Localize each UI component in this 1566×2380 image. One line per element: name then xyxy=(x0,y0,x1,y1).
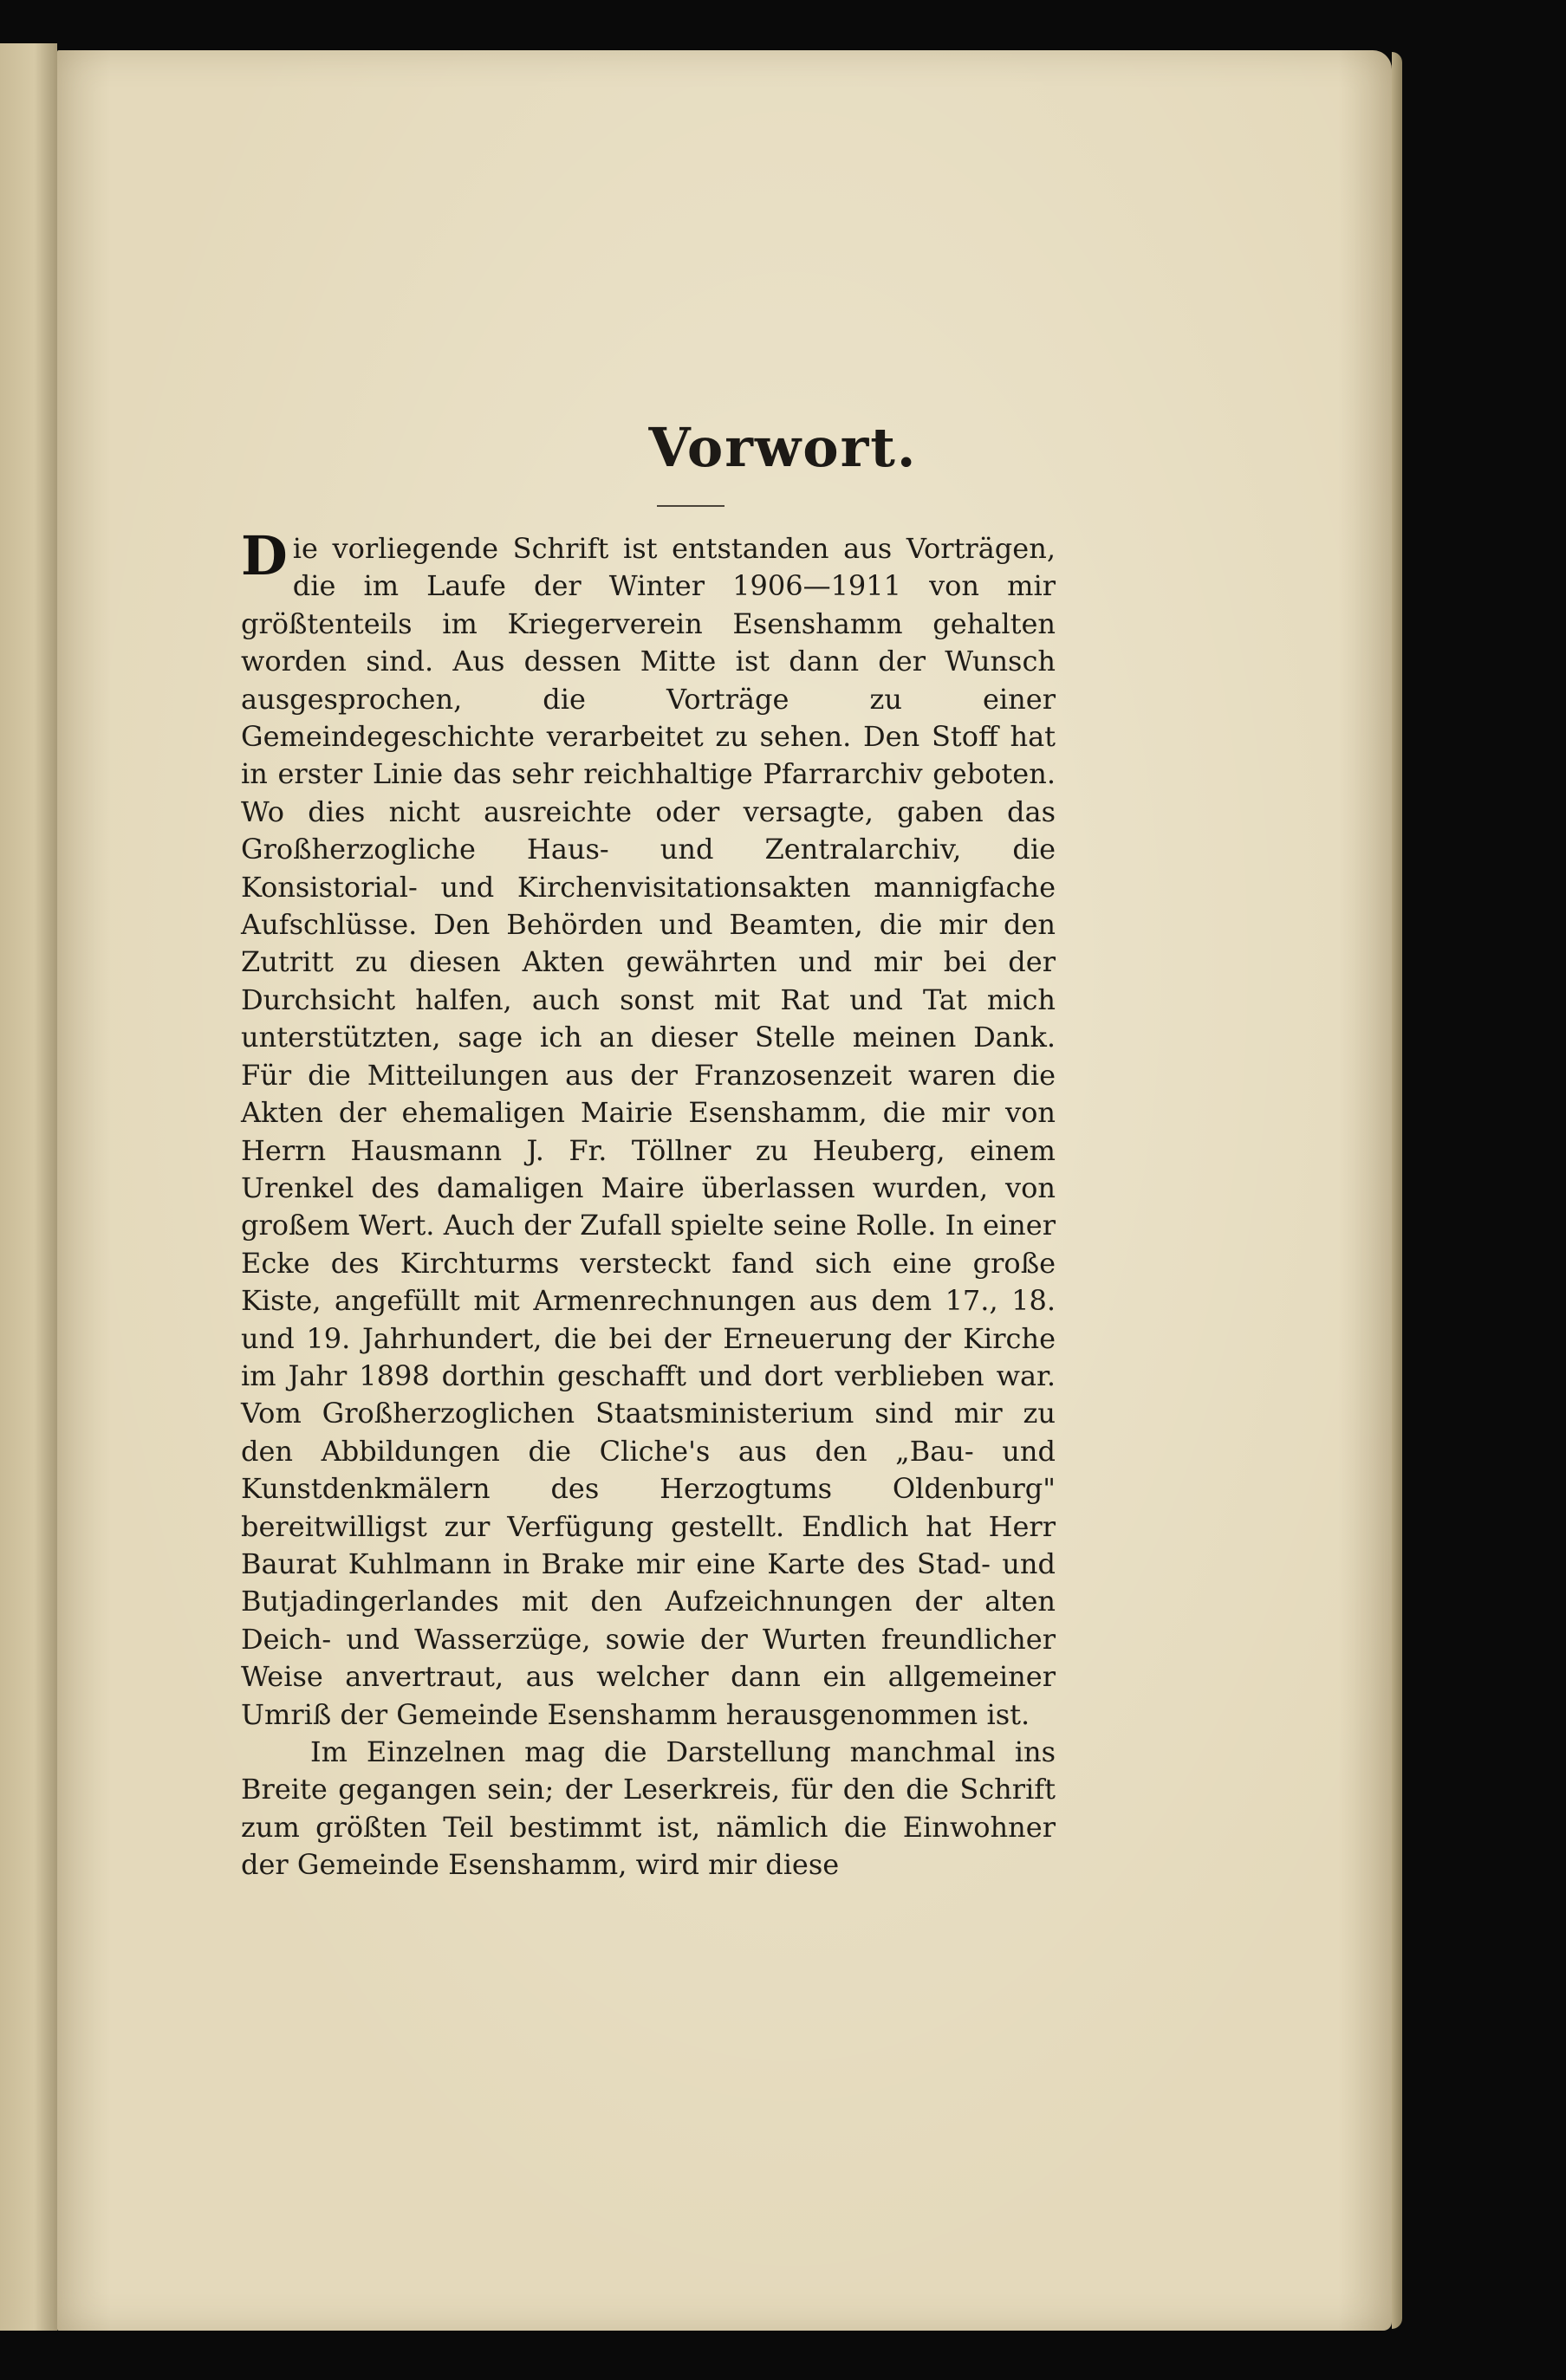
paragraph xyxy=(241,524,1056,1734)
paragraph xyxy=(241,1734,1056,1884)
page-title: Vorwort. xyxy=(648,416,918,479)
paragraph-text: ie vorliegende Schrift ist entstanden aus Vorträgen, die im Laufe der Winter 1906—1911 von mir größtenteils im Kriegerverein Esenshamm gehalten worden sind. Aus dessen Mitte ist dann der Wunsch ausgesprochen, die Vorträge zu einer Gemeindegeschichte verarbeitet zu sehen. Den Stoff hat in erster Linie das sehr reichhaltige Pfarrarchiv geboten. Wo dies nicht ausreichte oder versagte, gaben das Großherzogliche Haus- und Zentralarchiv, die Konsistorial- und Kirchenvisitationsakten mannigfache Aufschlüsse. Den Behörden und Beamten, die mir den Zutritt zu diesen Akten gewährten und mir bei der Durchsicht halfen, auch sonst mit Rat und Tat mich unterstützten, sage ich an dieser Stelle meinen Dank. Für die Mitteilungen aus der Franzosenzeit waren die Akten der ehemaligen Mairie Esenshamm, die mir von Herrn Hausmann J. Fr. Töllner zu Heuberg, einem Urenkel des damaligen Maire überlassen wurden, von großem Wert. Auch der Zufall spielte seine Rolle. In einer Ecke des Kirchturms versteckt fand sich eine große Kiste, angefüllt mit Armenrechnungen aus dem 17., 18. und 19. Jahrhundert, die bei der Erneuerung der Kirche im Jahr 1898 dorthin geschafft und dort verblieben war. Vom Großherzoglichen Staatsministerium sind mir zu den Abbildungen die Cliche's aus den „Bau- und Kunstdenkmälern des Herzogtums Oldenburg" bereitwilligst zur Verfügung gestellt. Endlich hat Herr Baurat Kuhlmann in Brake mir eine Karte des Stad- und Butjadingerlandes mit den Aufzeichnungen der alten Deich- und Wasserzüge, sowie der Wurten freundlicher Weise anvertraut, aus welcher dann ein allgemeiner Umriß der Gemeinde Esenshamm herausgenommen ist. xyxy=(241,532,1056,1731)
paragraph-text: Im Einzelnen mag die Darstellung manchmal ins Breite gegangen sein; der Leserkreis, für den die Schrift zum größten Teil bestimmt ist, nämlich die Einwohner der Gemeinde Esenshamm, wird mir diese xyxy=(241,1735,1056,1882)
title-divider xyxy=(657,505,725,507)
facing-page-edge xyxy=(0,43,57,2331)
page-fore-edge xyxy=(1392,52,1402,2329)
body-text xyxy=(241,524,1056,1884)
drop-cap: D xyxy=(241,524,288,587)
